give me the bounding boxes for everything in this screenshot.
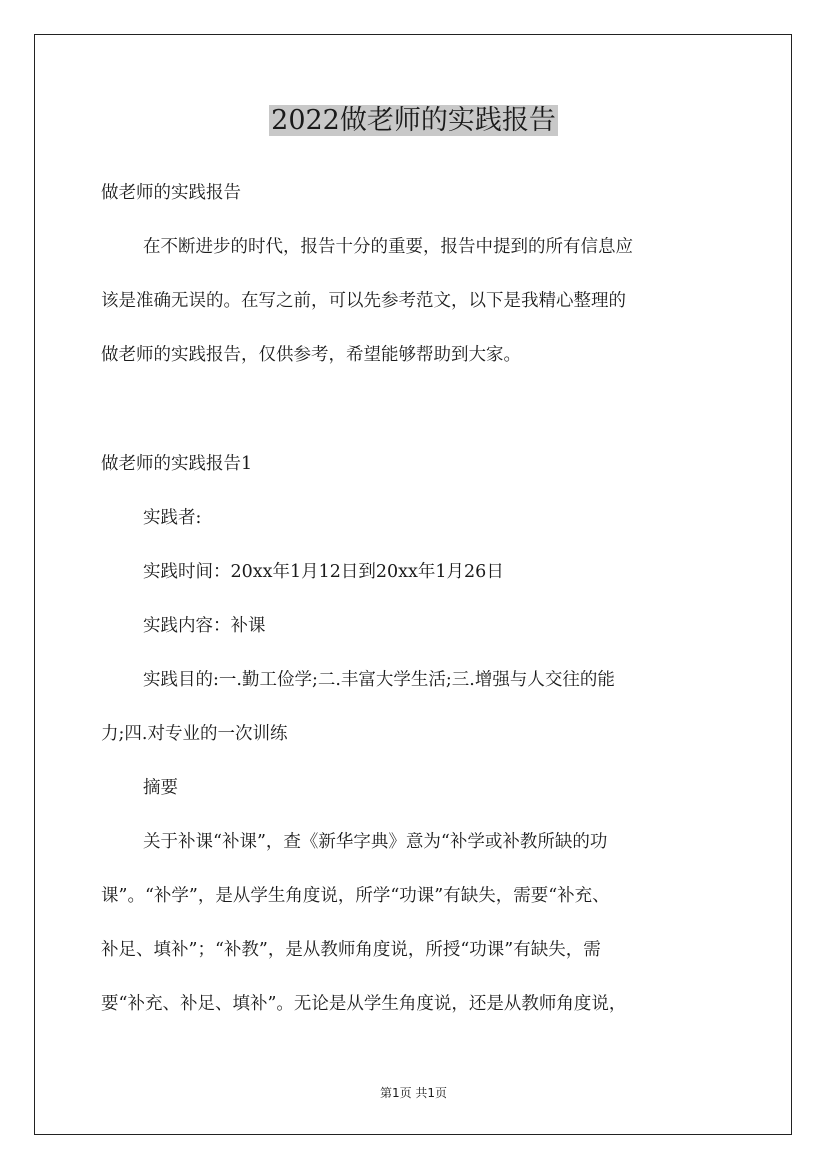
paragraph-line: 力;四.对专业的一次训练 — [101, 724, 288, 744]
subheading: 摘要 — [143, 778, 178, 798]
paragraph-line: 实践内容：补课 — [143, 616, 266, 636]
title-text: 2022做老师的实践报告 — [271, 105, 556, 136]
paragraph-line: 实践时间：20xx年1月12日到20xx年1月26日 — [143, 562, 504, 582]
document-title — [0, 101, 827, 141]
page-footer: 第1页 共1页 — [379, 1086, 448, 1100]
paragraph-line: 实践目的:一.勤工俭学;二.丰富大学生活;三.增强与人交往的能 — [143, 670, 615, 690]
paragraph-line: 要“补充、补足、填补”。无论是从学生角度说，还是从教师角度说， — [101, 994, 627, 1014]
section-heading: 做老师的实践报告 — [101, 183, 241, 203]
paragraph-line: 在不断进步的时代，报告十分的重要，报告中提到的所有信息应 — [143, 237, 633, 257]
paragraph-line: 做老师的实践报告，仅供参考，希望能够帮助到大家。 — [101, 345, 521, 365]
paragraph-line: 该是准确无误的。在写之前，可以先参考范文，以下是我精心整理的 — [101, 291, 626, 311]
paragraph-line: 课”。“补学”，是从学生角度说，所学“功课”有缺失，需要“补充、 — [101, 886, 610, 906]
paragraph-line: 实践者: — [143, 508, 202, 528]
paragraph-line: 关于补课“补课”，查《新华字典》意为“补学或补教所缺的功 — [143, 832, 608, 852]
paragraph-line: 补足、填补”；“补教”，是从教师角度说，所授“功课”有缺失，需 — [101, 940, 601, 960]
section-heading: 做老师的实践报告1 — [101, 454, 253, 474]
